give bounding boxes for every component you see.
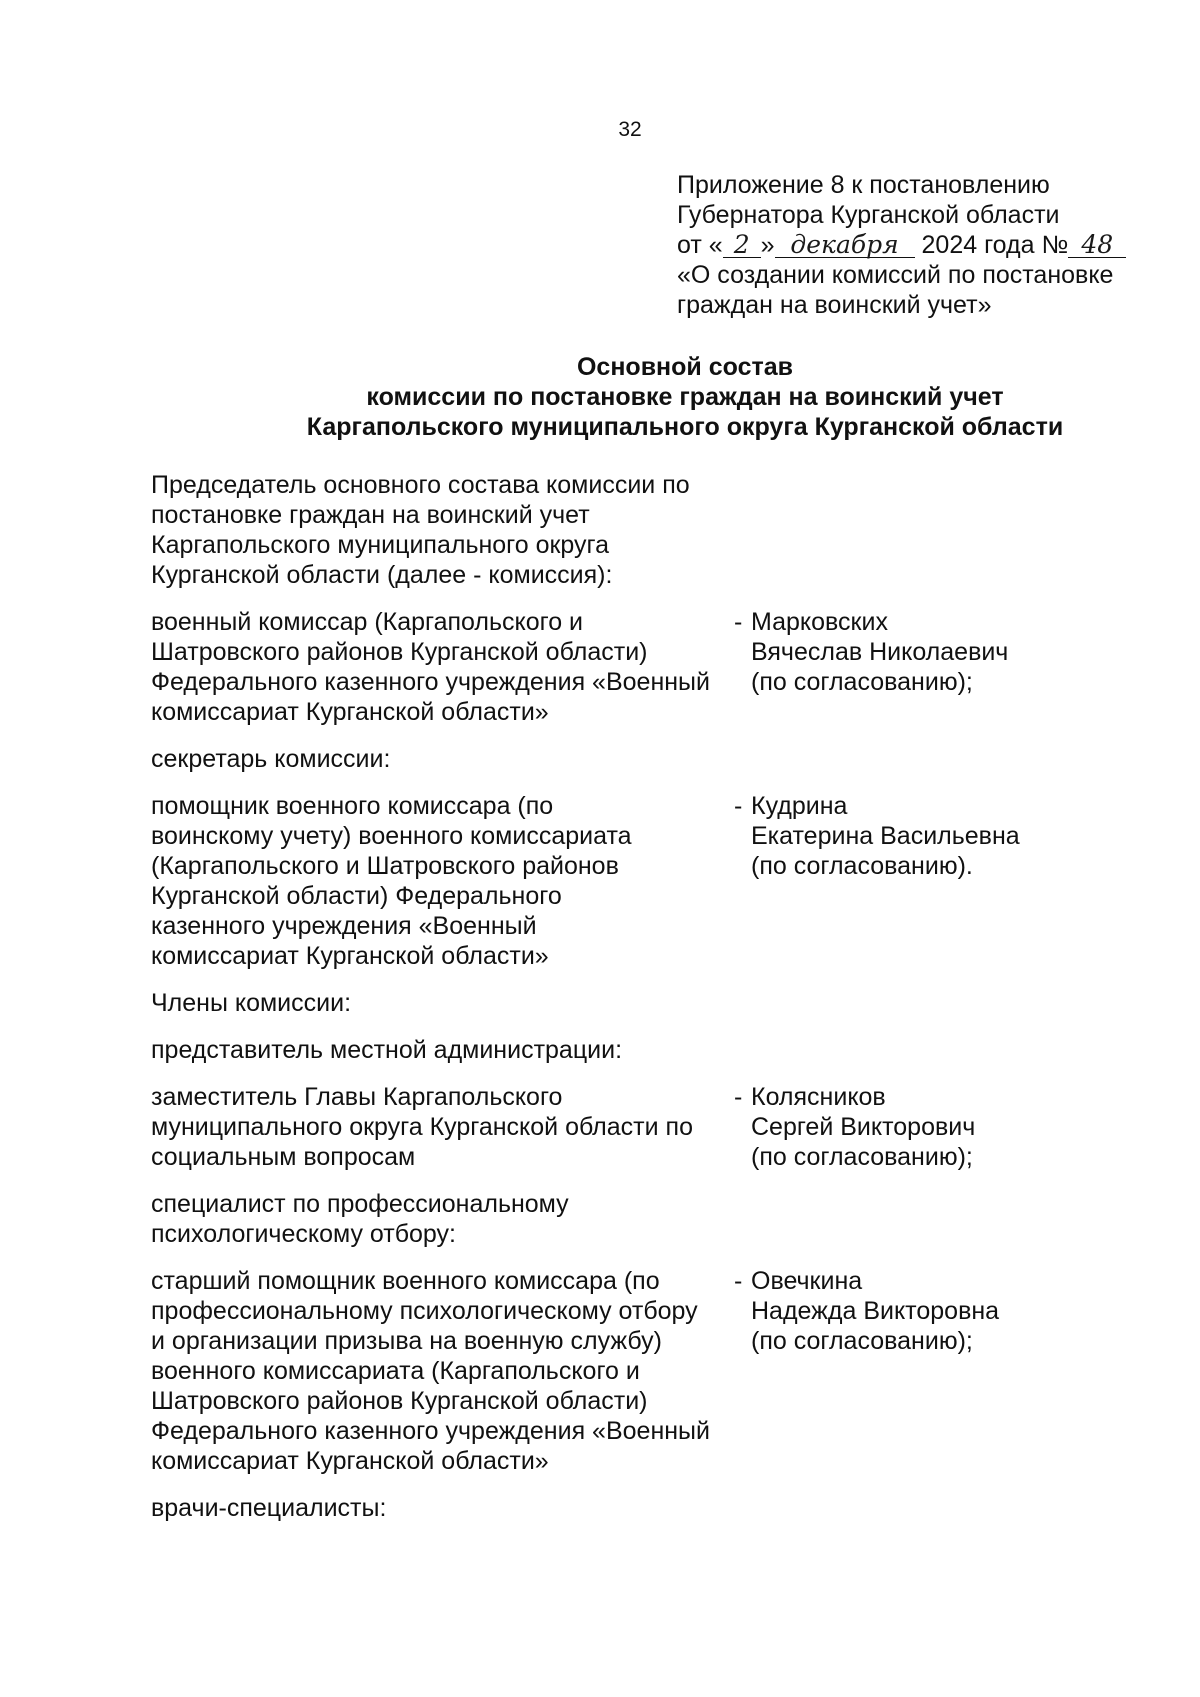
title-line-3: Каргапольского муниципального округа Курганской области	[306, 413, 1064, 441]
dash: -	[734, 1083, 743, 1111]
members-heading: Члены комиссии:	[151, 989, 352, 1017]
appendix-line-4: «О создании комиссий по постановке	[677, 261, 1114, 289]
psych-note: (по согласованию);	[751, 1327, 973, 1355]
deputy-position: заместитель Главы Каргапольского муниципального округа Курганской области по социальным вопросам	[151, 1083, 693, 1171]
handwritten-number: 48	[1068, 233, 1126, 258]
psych-name: Надежда Викторовна	[751, 1297, 1000, 1325]
psych-position: старший помощник военного комиссара (по профессиональному психологическому отбору и организации призыва на военную службу) военного комиссариата (Каргапольского и Шатровского районов Курганской области) Федерального казенного учреждения «Военный комиссариат Курганской области»	[151, 1267, 710, 1475]
page-number: 32	[618, 118, 642, 141]
chairman-surname: Марковских	[751, 608, 888, 636]
chairman-person	[751, 607, 1008, 727]
title-line-1: Основной состав	[576, 353, 794, 381]
title-line-2: комиссии по постановке граждан на воинский учет	[366, 383, 1004, 411]
chairman-heading: Председатель основного состава комиссии по постановке граждан на воинский учет Каргапольского муниципального округа Курганской области (далее - комиссия):	[151, 471, 690, 589]
appendix-date-line	[677, 230, 1157, 260]
deputy-note: (по согласованию);	[751, 1143, 973, 1171]
date-year: 2024 года №	[921, 231, 1069, 259]
psych-person	[751, 1266, 999, 1476]
secretary-position: помощник военного комиссара (по воинскому учету) военного комиссариата (Каргапольского и Шатровского районов Курганской области) Федерального казенного учреждения «Военный комиссариат Курганской области»	[151, 792, 632, 970]
appendix-note	[677, 170, 1157, 320]
handwritten-day: 2	[723, 233, 761, 258]
member-row-deputy	[151, 1082, 1171, 1172]
chairman-position: военный комиссар (Каргапольского и Шатровского районов Курганской области) Федерального казенного учреждения «Военный комиссариат Курганской области»	[151, 608, 710, 726]
member-row-chairman	[151, 607, 1171, 727]
psych-heading: специалист по профессиональному психологическому отбору:	[151, 1190, 569, 1248]
admin-heading: представитель местной администрации:	[151, 1036, 623, 1064]
date-middle: »	[760, 231, 775, 259]
members-list	[151, 470, 1171, 1540]
handwritten-month: декабря	[775, 233, 915, 258]
secretary-person	[751, 791, 1020, 971]
secretary-surname: Кудрина	[751, 792, 848, 820]
deputy-surname: Колясников	[751, 1083, 886, 1111]
document-title	[150, 352, 1200, 442]
member-row-secretary	[151, 791, 1171, 971]
chairman-note: (по согласованию);	[751, 668, 973, 696]
deputy-name: Сергей Викторович	[751, 1113, 976, 1141]
dash: -	[734, 792, 743, 820]
appendix-line-5: граждан на воинский учет»	[677, 291, 992, 319]
date-prefix: от «	[677, 231, 723, 259]
chairman-name: Вячеслав Николаевич	[751, 638, 1009, 666]
psych-surname: Овечкина	[751, 1267, 863, 1295]
secretary-note: (по согласованию).	[751, 852, 973, 880]
appendix-line-2: Губернатора Курганской области	[677, 201, 1060, 229]
dash: -	[734, 608, 743, 636]
doctors-heading: врачи-специалисты:	[151, 1494, 387, 1522]
dash: -	[734, 1267, 743, 1295]
deputy-person	[751, 1082, 975, 1172]
secretary-name: Екатерина Васильевна	[751, 822, 1020, 850]
secretary-heading: секретарь комиссии:	[151, 745, 391, 773]
appendix-line-1: Приложение 8 к постановлению	[677, 171, 1050, 199]
member-row-psych	[151, 1266, 1171, 1476]
